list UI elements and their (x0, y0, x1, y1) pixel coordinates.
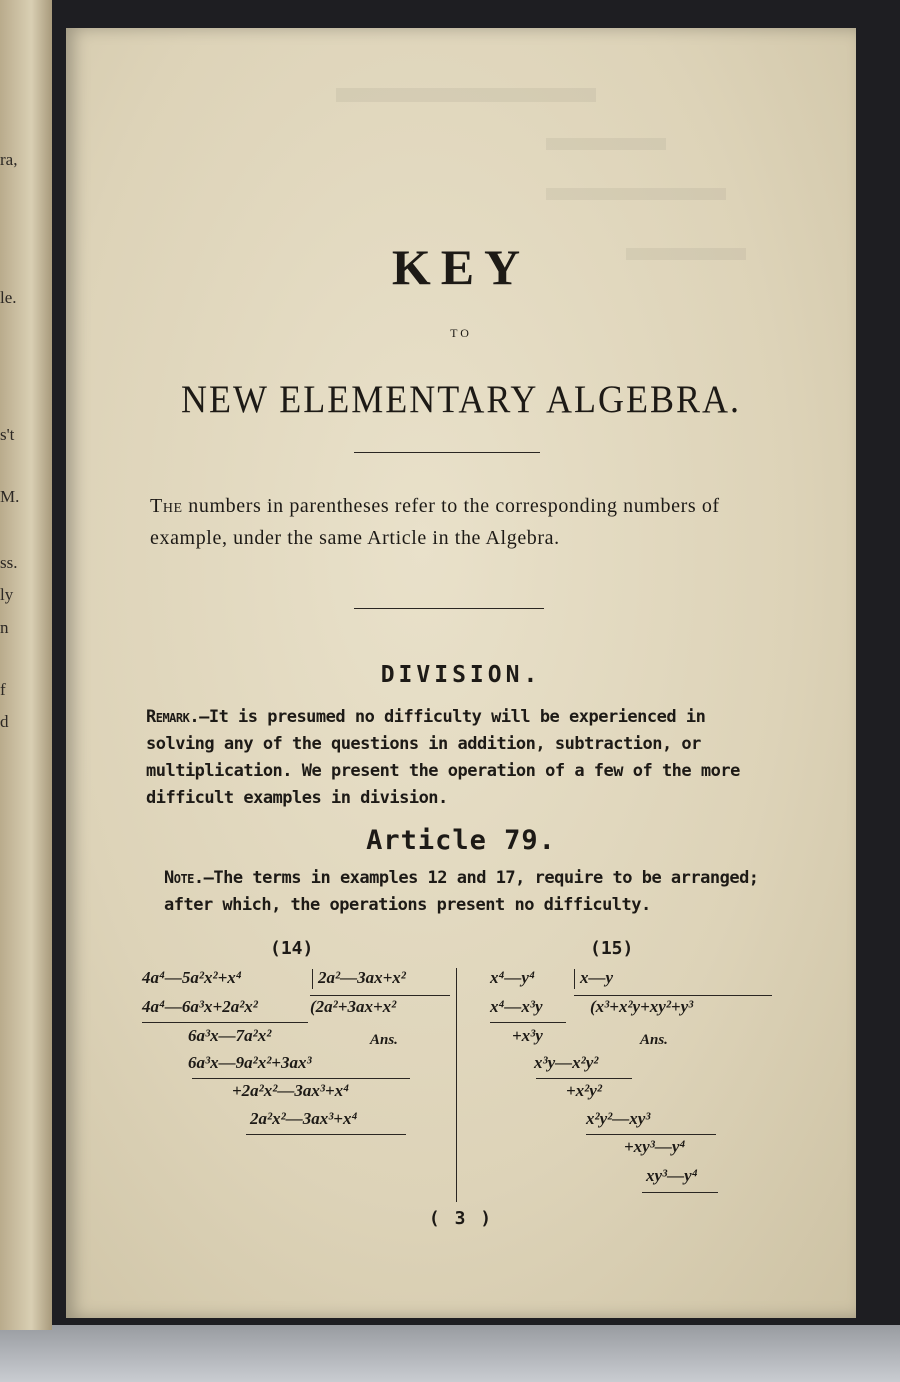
subtrahend: xy³—y⁴ (646, 1166, 698, 1185)
subtraction-rule (246, 1134, 406, 1135)
remark-paragraph (146, 704, 760, 812)
subtrahend: 6a³x—9a²x²+3ax³ (188, 1053, 312, 1072)
divisor: 2a²—3ax+x² (318, 968, 406, 987)
remainder: +x²y² (566, 1081, 602, 1100)
remainder: +x³y (512, 1026, 543, 1045)
article-heading: Article 79. (366, 825, 556, 856)
facing-page-fragment: ss. (0, 553, 18, 572)
division-bracket (312, 969, 313, 989)
bleed-through (336, 88, 596, 102)
bleed-through (546, 188, 726, 200)
answer-label: Ans. (370, 1032, 398, 1048)
remark-text: —It is presumed no difficulty will be experienced in solving any of the questions in addition, subtraction, or multiplication. We present the operation of a few of the more difficult examples in division. (146, 707, 740, 808)
facing-page-fragment: s't (0, 425, 15, 444)
answer-label: Ans. (640, 1032, 668, 1048)
page-number: ( 3 ) (428, 1208, 494, 1229)
facing-page-fragment: le. (0, 288, 17, 307)
facing-page-fragment: n (0, 618, 9, 637)
facing-page-fragment: ly (0, 585, 14, 604)
dividend: 4a⁴—5a²x²+x⁴ (142, 968, 242, 987)
subtrahend: 4a⁴—6a³x+2a²x² (142, 997, 258, 1016)
division-bracket (574, 969, 575, 989)
divisor: x—y (580, 968, 614, 987)
divider-rule (354, 608, 544, 609)
dividend: x⁴—y⁴ (490, 968, 535, 987)
quotient: (x³+x²y+xy²+y³ (590, 997, 694, 1016)
subtrahend: 2a²x²—3ax³+x⁴ (250, 1109, 358, 1128)
example-label: (15) (590, 938, 634, 959)
note-text: —The terms in examples 12 and 17, require to be arranged; after which, the operations present no difficulty. (164, 868, 759, 915)
quotient-rule (574, 995, 772, 996)
book-page (66, 28, 856, 1318)
page-title: KEY (391, 239, 531, 295)
facing-page-edge (0, 0, 52, 1330)
intro-paragraph (150, 490, 754, 554)
note-paragraph (164, 865, 770, 919)
example-label: (14) (270, 938, 314, 959)
column-divider (456, 968, 457, 1202)
book-subtitle: NEW ELEMENTARY ALGEBRA. (180, 377, 742, 421)
intro-lead: The (150, 495, 183, 517)
subtraction-rule (642, 1192, 718, 1193)
title-connector: TO (450, 326, 472, 340)
section-heading: DIVISION. (380, 662, 542, 688)
quotient-rule (310, 995, 450, 996)
facing-page-fragment: M. (0, 487, 20, 506)
bleed-through (546, 138, 666, 150)
subtraction-rule (586, 1134, 716, 1135)
note-label: Note. (164, 868, 204, 888)
divider-rule (354, 452, 540, 453)
facing-page-fragment: f (0, 680, 6, 699)
subtrahend: x³y—x²y² (534, 1053, 599, 1072)
quotient: (2a²+3ax+x² (310, 997, 397, 1016)
subtrahend: x⁴—x³y (490, 997, 543, 1016)
subtraction-rule (536, 1078, 632, 1079)
remainder: +2a²x²—3ax³+x⁴ (232, 1081, 350, 1100)
facing-page-fragment: d (0, 712, 9, 731)
intro-text: numbers in parentheses refer to the corresponding numbers of example, under the same Article in the Algebra. (150, 495, 720, 549)
remainder: 6a³x—7a²x² (188, 1026, 272, 1045)
subtraction-rule (490, 1022, 566, 1023)
facing-page-fragment: ra, (0, 150, 18, 169)
remainder: +xy³—y⁴ (624, 1137, 686, 1156)
subtrahend: x²y²—xy³ (586, 1109, 651, 1128)
remark-label: Remark. (146, 707, 200, 727)
subtraction-rule (142, 1022, 308, 1023)
subtraction-rule (192, 1078, 410, 1079)
